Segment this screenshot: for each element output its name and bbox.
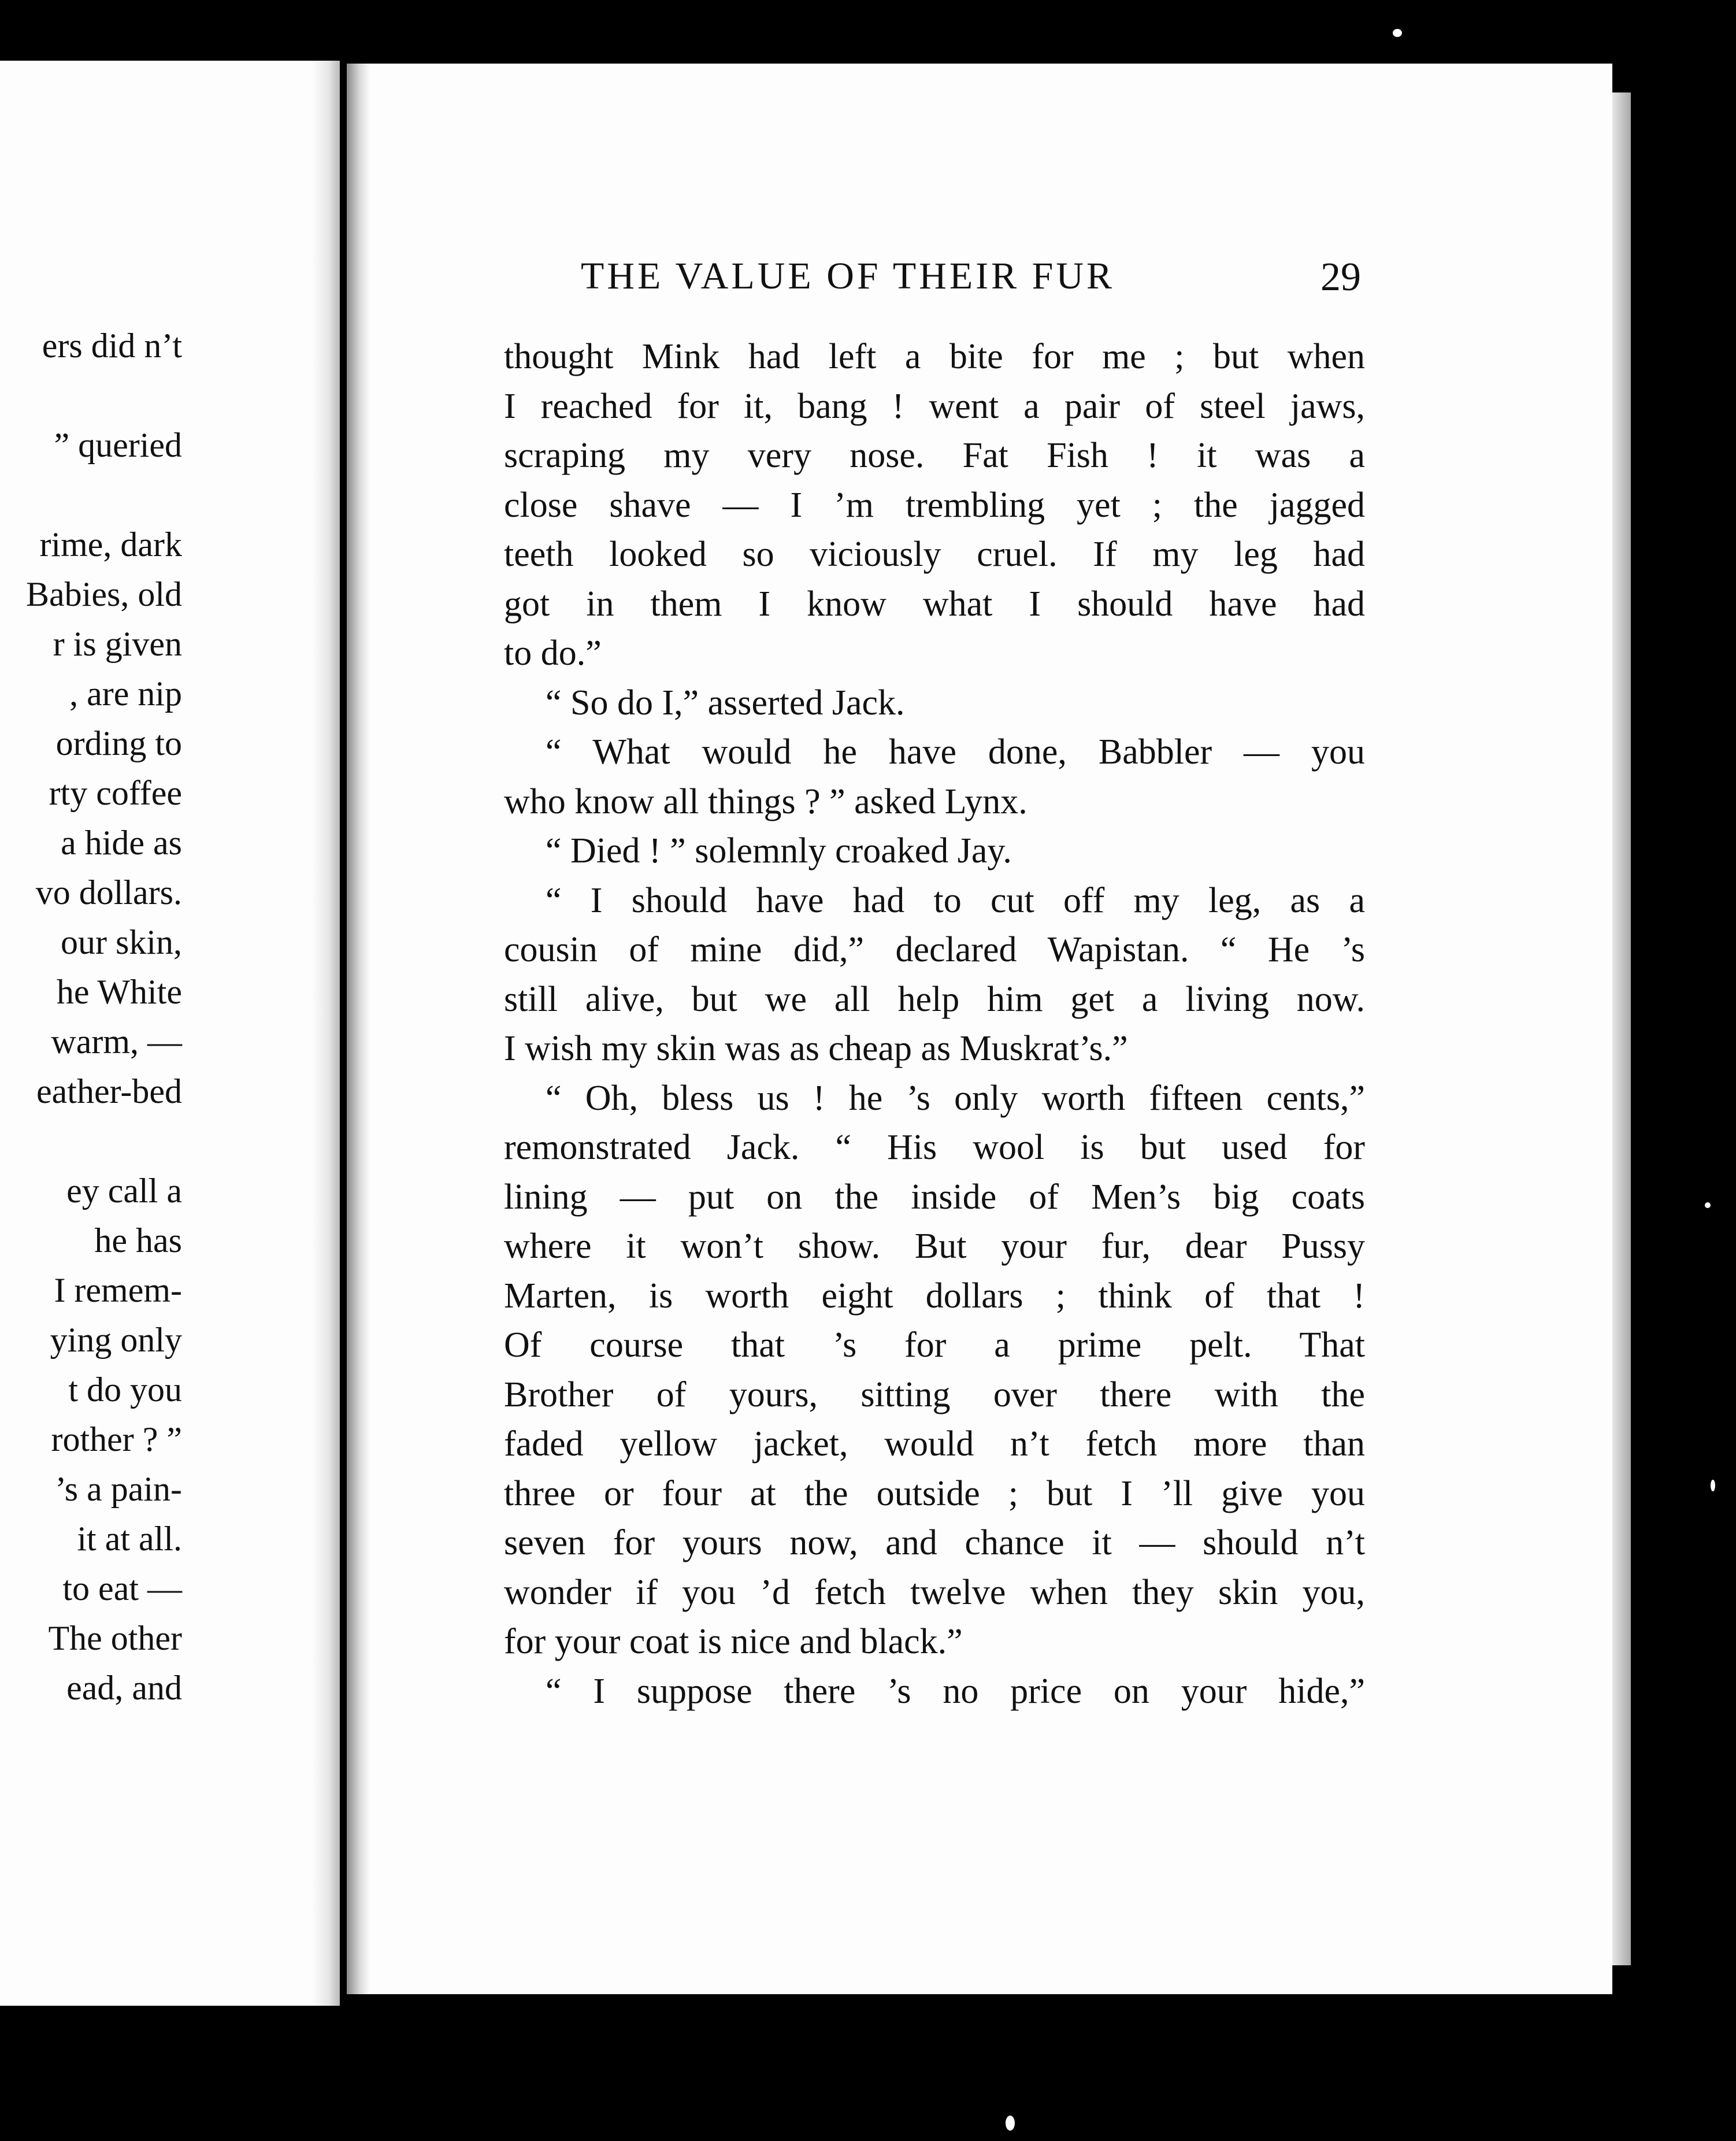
left-line: our skin, [61,923,182,961]
text-line: close shave — I ’m trembling yet ; the jagged [504,485,1365,525]
left-line: warm, — [51,1023,182,1061]
left-line: Babies, old [26,575,182,613]
text-line: still alive, but we all help him get a living now. [504,979,1365,1019]
left-line: ead, and [66,1669,182,1707]
text-line: “ So do I,” asserted Jack. [546,683,905,723]
text-line: who know all things ? ” asked Lynx. [504,781,1027,821]
text-line: seven for yours now, and chance it — should n’t [504,1523,1365,1562]
left-line: vo dollars. [35,873,182,912]
text-line: where it won’t show. But your fur, dear Pussy [504,1227,1365,1266]
scan-speck [1006,2116,1015,2131]
text-line: I reached for it, bang ! went a pair of steel jaws, [504,386,1365,426]
text-line: “ Died ! ” solemnly croaked Jay. [546,831,1012,871]
left-line: it at all. [77,1520,182,1558]
scan-speck [1393,29,1402,37]
text-line: for your coat is nice and black.” [504,1622,963,1661]
left-page-gutter [312,61,340,2006]
left-line: I remem- [54,1271,182,1309]
left-line: a hide as [61,824,182,862]
left-line: t do you [68,1370,182,1409]
text-line: “ I suppose there ’s no price on your hide,” [546,1671,1365,1711]
left-line: rother ? ” [51,1420,182,1458]
text-line: “ Oh, bless us ! he ’s only worth fifteen cents,” [546,1078,1365,1118]
left-line: eather-bed [36,1072,182,1110]
left-line: The other [48,1619,182,1657]
running-head: THE VALUE OF THEIR FUR [581,255,1115,297]
text-line: wonder if you ’d fetch twelve when they skin you, [504,1572,1365,1612]
left-line: ” queried [54,426,182,464]
page-number: 29 [1320,255,1361,299]
text-line: cousin of mine did,” declared Wapistan. “ He ’s [504,930,1365,969]
text-line: Marten, is worth eight dollars ; think of that ! [504,1276,1365,1316]
left-line: ying only [50,1321,182,1359]
left-line: ers did n’t [42,327,182,365]
text-line: three or four at the outside ; but I ’ll give you [504,1473,1365,1513]
left-line: ey call a [66,1172,182,1210]
text-line: “ I should have had to cut off my leg, as a [546,880,1365,920]
text-line: thought Mink had left a bite for me ; but when [504,337,1365,376]
text-line: scraping my very nose. Fat Fish ! it was a [504,436,1365,475]
left-line: ’s a pain- [55,1470,182,1508]
scan-speck [1705,1202,1711,1208]
left-line: he White [56,973,182,1011]
text-line: got in them I know what I should have had [504,584,1365,624]
text-line: Brother of yours, sitting over there with the [504,1375,1365,1414]
text-line: Of course that ’s for a prime pelt. That [504,1325,1365,1365]
left-line: , are nip [69,675,182,713]
text-line: I wish my skin was as cheap as Muskrat’s.” [504,1029,1128,1068]
text-line: teeth looked so viciously cruel. If my leg had [504,535,1365,574]
text-line: faded yellow jacket, would n’t fetch more than [504,1424,1365,1464]
text-line: lining — put on the inside of Men’s big coats [504,1177,1365,1217]
text-line: “ What would he have done, Babbler — you [546,732,1365,772]
right-page-gutter [347,64,370,1994]
left-line: to eat — [62,1569,182,1607]
text-line: to do.” [504,634,602,673]
left-line: rty coffee [49,774,182,812]
left-line: r is given [53,625,182,663]
page-edge [1612,92,1631,1965]
scan-speck [1711,1480,1715,1491]
text-line: remonstrated Jack. “ His wool is but used for [504,1128,1365,1167]
left-line: ording to [55,724,182,762]
body-text [504,332,1365,1716]
left-line: he has [94,1221,182,1260]
left-line: rime, dark [39,525,182,564]
